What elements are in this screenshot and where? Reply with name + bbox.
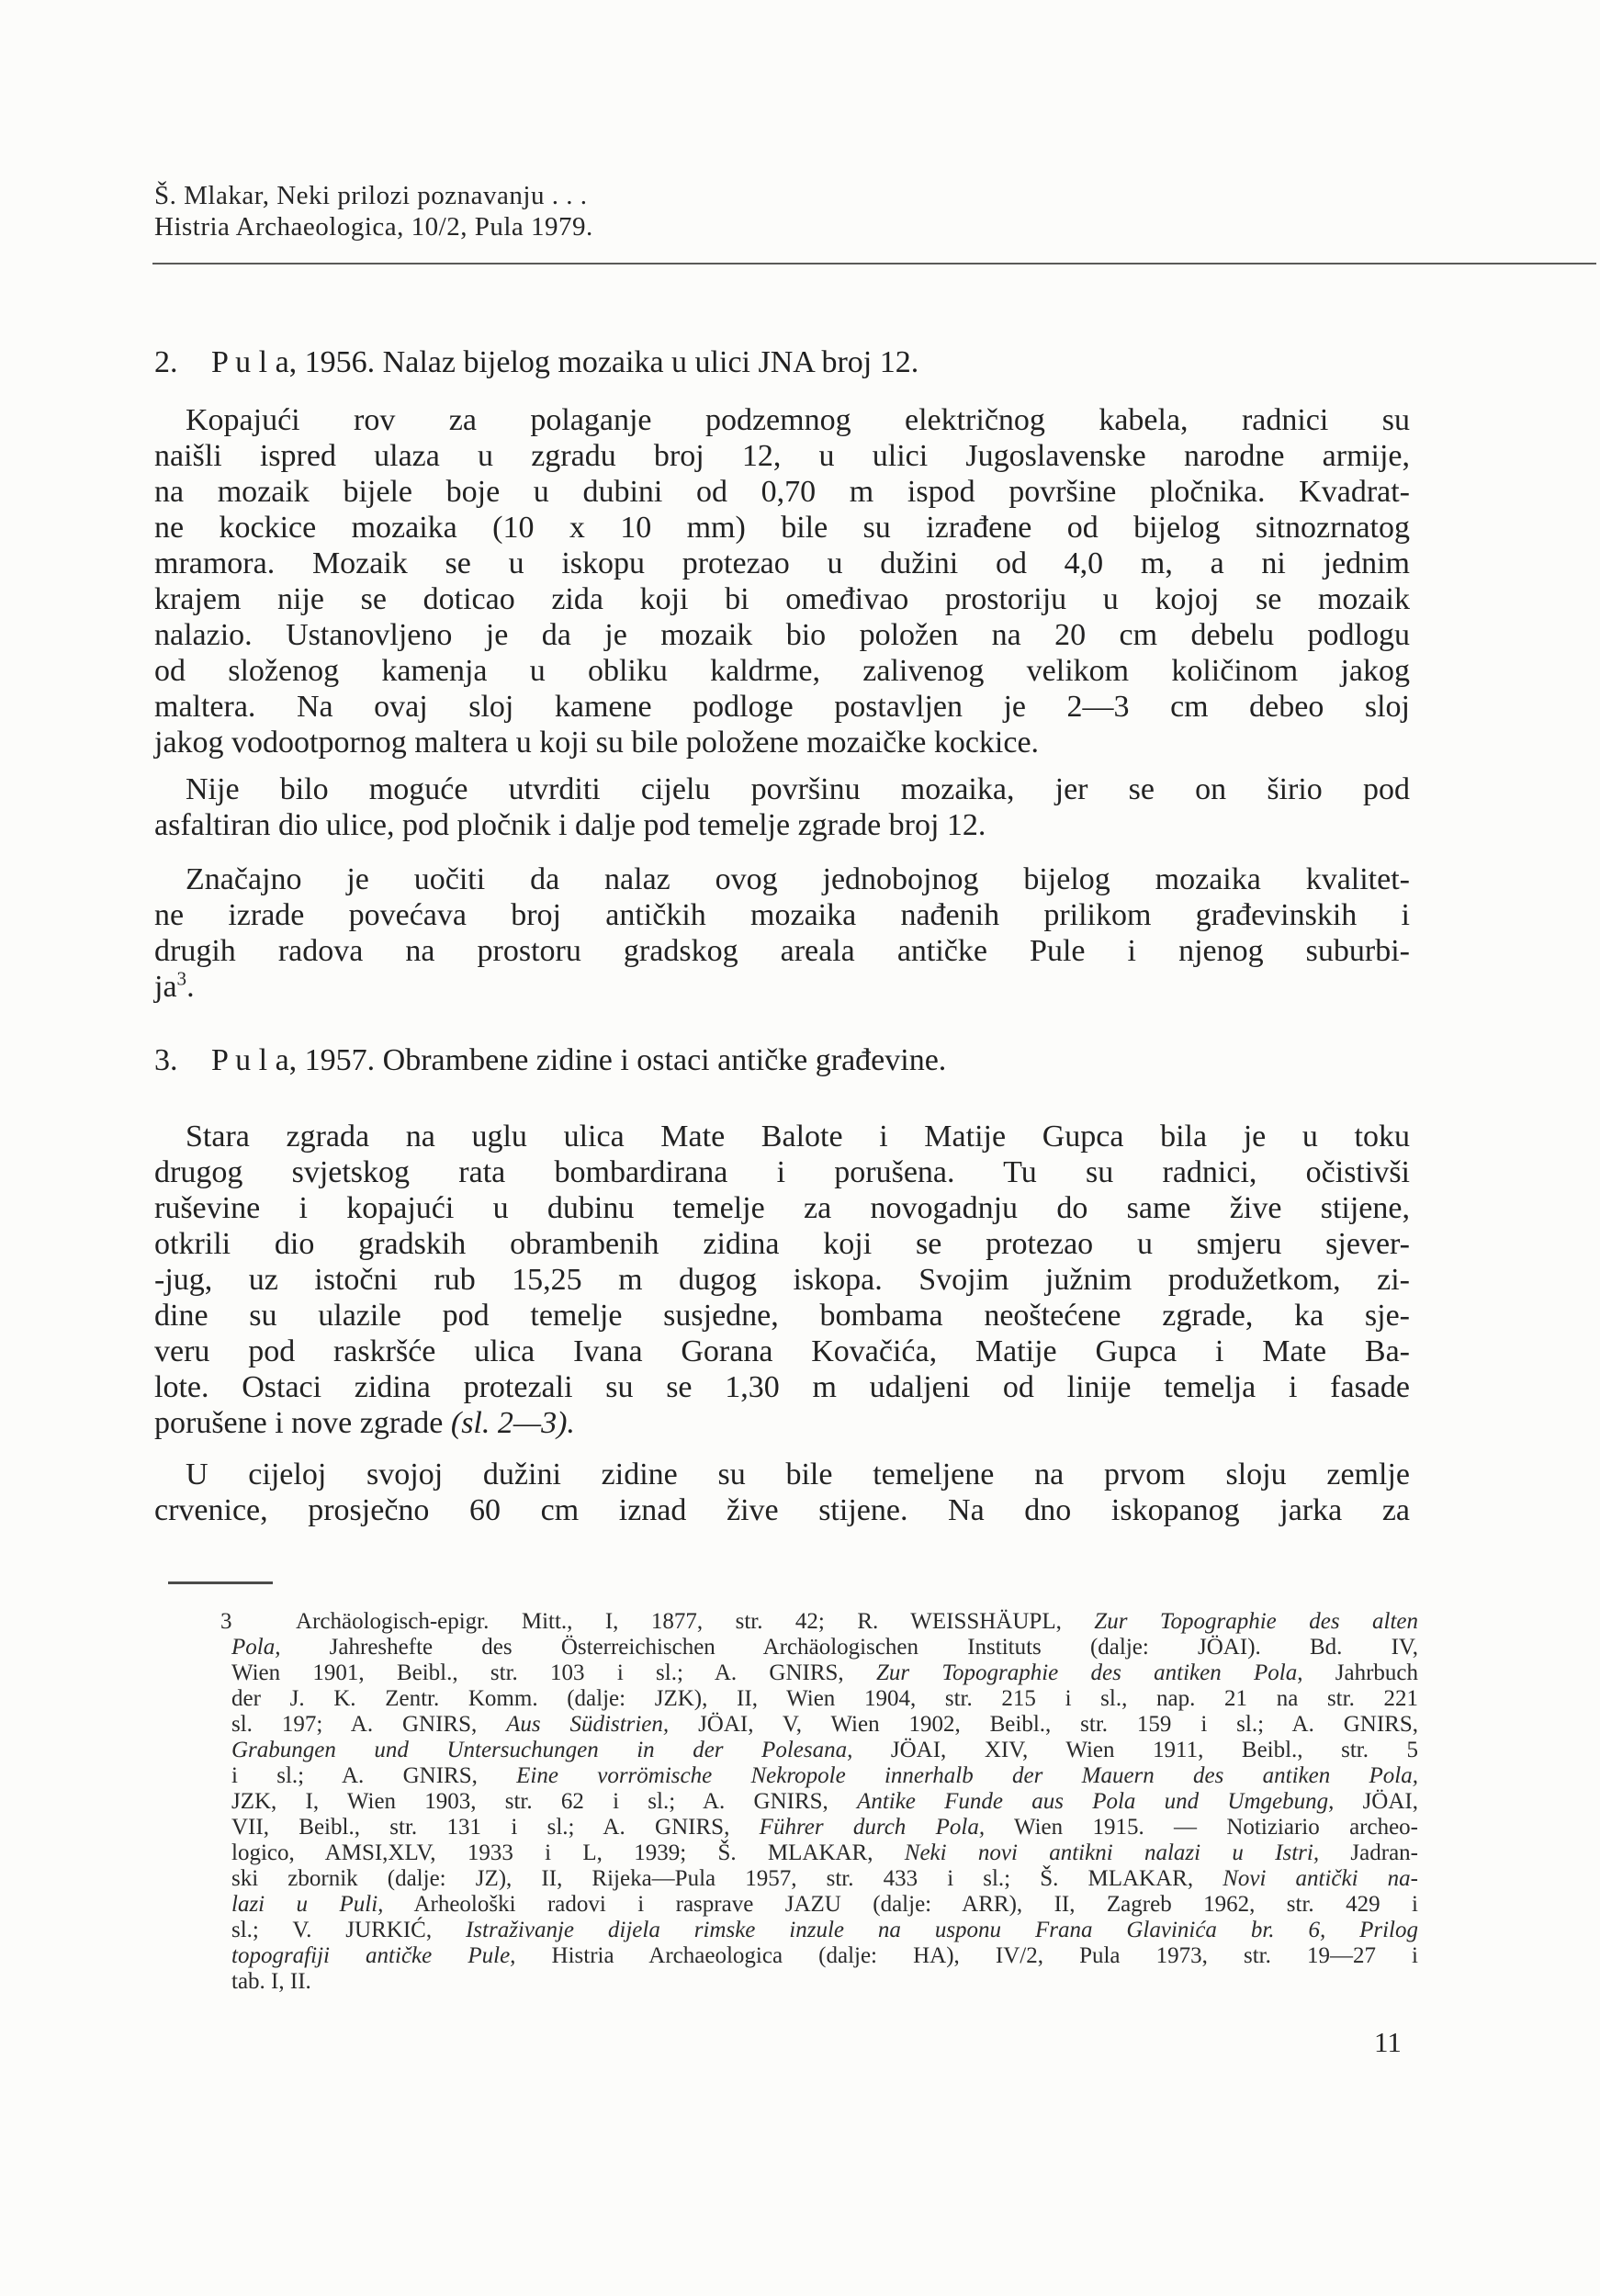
text-line [154,725,1410,760]
text-run: crvenice, prosječno 60 cm iznad žive stijene. Na dno iskopanog jarka za [154,1493,1410,1527]
section-2-number: 2. [154,345,178,379]
text-line [231,1918,1418,1943]
section-2-heading [154,345,918,380]
text-run: Nije bilo moguće utvrditi cijelu površinu mozaika, jer se on širio pod [186,772,1410,806]
text-run: Histria Archaeologica (dalje: HA), IV/2, Pula 1973, str. 19—27 i [515,1943,1419,1968]
italic-text-run: Antike Funde aus Pola und Umgebung, [857,1789,1335,1814]
text-run: jakog vodootpornog maltera u koji su bile položene mozaičke kockice. [154,726,1040,760]
text-run: ski zbornik (dalje: JZ), II, Rijeka—Pula 1957, str. 433 i sl.; Š. MLAKAR, [231,1866,1223,1891]
text-run: i sl.; A. GNIRS, [231,1763,517,1788]
text-line [231,1660,1418,1686]
section-3-paragraph-1 [154,1119,1410,1441]
section-3-paragraph-2 [154,1457,1410,1528]
italic-text-run: Aus Südistrien, [506,1712,670,1737]
text-run: JÖAI, [1334,1789,1418,1814]
text-run: ja [154,970,177,1004]
text-run: asfaltiran dio ulice, pod pločnik i dalje pod temelje zgrade broj 12. [154,808,986,842]
section-3-heading [154,1043,946,1078]
text-line [154,1190,1410,1226]
text-run: Wien 1915. — Notiziario archeo- [985,1815,1419,1840]
text-line [231,1763,1418,1789]
text-line [154,1405,1410,1441]
italic-text-run: Führer durch Pola, [759,1815,986,1840]
text-line [154,1334,1410,1369]
text-line [154,1492,1410,1528]
text-line [231,1866,1418,1892]
text-line [231,1943,1418,1969]
section-2-paragraph-3 [154,861,1410,1005]
text-run: ne izrade povećava broj antičkih mozaika nađenih prilikom građevinskih i [154,898,1410,932]
section-2-title: P u l a, 1956. Nalaz bijelog mozaika u ulici JNA broj 12. [211,345,919,379]
text-run: Wien 1901, Beibl., str. 103 i sl.; A. GNIRS, [231,1660,876,1685]
section-3-title: P u l a, 1957. Obrambene zidine i ostaci antičke građevine. [211,1043,947,1077]
text-run: otkrili dio gradskih obrambenih zidina koji se protezao u smjeru sjever- [154,1227,1410,1261]
page-number: 11 [1374,2026,1402,2058]
text-run: lote. Ostaci zidina protezali su se 1,30 m udaljeni od linije temelja i fasade [154,1370,1410,1404]
text-line [154,1298,1410,1334]
text-run: drugog svjetskog rata bombardirana i porušena. Tu su radnici, očistivši [154,1155,1410,1189]
text-run: sl. 197; A. GNIRS, [231,1712,507,1737]
header-rule [152,263,1596,264]
text-line [154,1119,1410,1154]
text-run: U cijeloj svojoj dužini zidine su bile temeljene na prvom sloju zemlje [186,1458,1410,1491]
text-run: porušene i nove zgrade [154,1406,451,1440]
text-run: drugih radova na prostoru gradskog areala antičke Pule i njenog suburbi- [154,934,1410,968]
text-run: od složenog kamenja u obliku kaldrme, zalivenog velikom količinom jakog [154,654,1410,688]
text-run: ruševine i kopajući u dubinu temelje za novogadnju do same žive stijene, [154,1191,1410,1225]
text-run: Jahrbuch [1302,1660,1418,1685]
italic-text-run: Zur Topographie des antiken Pola, [875,1660,1303,1685]
text-run: . [186,970,195,1004]
text-line [154,1262,1410,1298]
text-run: ne kockice mozaika (10 x 10 mm) bile su izrađene od bijelog sitnozrnatog [154,511,1410,545]
running-header [154,180,593,242]
italic-text-run: Zur Topographie des alten [1094,1609,1418,1634]
section-2-paragraph-1 [154,402,1410,760]
text-line [231,1892,1418,1918]
text-run: der J. K. Zentr. Komm. (dalje: JZK), II, Wien 1904, str. 215 i sl., nap. 21 na str. 221 [231,1686,1418,1711]
text-run: Stara zgrada na uglu ulica Mate Balote i Matije Gupca bila je u toku [186,1120,1410,1154]
text-run: -jug, uz istočni rub 15,25 m dugog iskopa. Svojim južnim produžetkom, zi- [154,1263,1410,1297]
text-line [154,653,1410,689]
italic-text-run: Eine vorrömische Nekropole innerhalb der Mauern des antiken Pola, [516,1763,1418,1788]
text-run: logico, AMSI,XLV, 1933 i L, 1939; Š. MLAKAR, [231,1840,905,1865]
text-line [231,1815,1418,1840]
text-line [154,1369,1410,1405]
italic-text-run: topografiji antičke Pule, [231,1943,516,1968]
text-run: naišli ispred ulaza u zgradu broj 12, u ulici Jugoslavenske narodne armije, [154,439,1410,473]
text-line [154,1226,1410,1262]
text-line [231,1969,1418,1995]
text-run: dine su ulazile pod temelje susjedne, bombama neoštećene zgrade, ka sje- [154,1299,1410,1333]
footnote-separator-rule [168,1581,273,1584]
text-line [231,1789,1418,1815]
text-line [154,1457,1410,1492]
footnote-3 [220,1609,1419,1995]
text-run: maltera. Na ovaj sloj kamene podloge postavljen je 2—3 cm debeo sloj [154,690,1410,724]
text-run: 3 Archäologisch-epigr. Mitt., I, 1877, str. 42; R. WEISSHÄUPL, [220,1609,1095,1634]
text-run: mramora. Mozaik se u iskopu protezao u dužini od 4,0 m, a ni jednim [154,546,1410,580]
text-line [154,617,1410,653]
text-run: veru pod raskršće ulica Ivana Gorana Kovačića, Matije Gupca i Mate Ba- [154,1334,1410,1368]
text-run: krajem nije se doticao zida koji bi omeđivao prostoriju u kojoj se mozaik [154,582,1410,616]
italic-text-run: Novi antički na- [1223,1866,1418,1891]
text-run: Jadran- [1319,1840,1418,1865]
italic-text-run: Istraživanje dijela rimske inzule na usponu Frana Glavinića br. 6, Prilog [465,1918,1418,1942]
text-line [154,438,1410,474]
text-run: Jahreshefte des Österreichischen Archäologischen Instituts (dalje: JÖAI). Bd. IV, [280,1635,1418,1660]
header-author-line: Š. Mlakar, Neki prilozi poznavanju . . . [154,181,588,210]
italic-text-run: (sl. 2—3). [450,1406,575,1440]
text-line [154,1154,1410,1190]
header-journal-line: Histria Archaeologica, 10/2, Pula 1979. [154,212,593,242]
text-run: JZK, I, Wien 1903, str. 62 i sl.; A. GNIRS, [231,1789,858,1814]
text-line [220,1609,1418,1635]
text-run: tab. I, II. [231,1969,311,1994]
text-line [154,897,1410,933]
text-line [231,1738,1418,1763]
text-run: Značajno je uočiti da nalaz ovog jednobojnog bijelog mozaika kvalitet- [186,862,1410,896]
italic-text-run: Neki novi antikni nalazi u Istri, [904,1840,1320,1865]
text-line [231,1686,1418,1712]
text-run: JÖAI, V, Wien 1902, Beibl., str. 159 i sl.; A. GNIRS, [669,1712,1418,1737]
text-line [231,1840,1418,1866]
text-line [154,771,1410,807]
text-line [154,969,1410,1005]
text-run: sl.; V. JURKIĆ, [231,1918,466,1942]
superscript-footnote-ref: 3 [176,967,187,990]
text-line [154,581,1410,617]
text-line [154,861,1410,897]
text-line [154,807,1410,843]
text-line [154,474,1410,510]
text-line [231,1712,1418,1738]
text-line [154,510,1410,546]
text-line [231,1635,1418,1660]
italic-text-run: Grabungen und Untersuchungen in der Polesana, [231,1738,853,1762]
text-line [154,933,1410,969]
text-run: JÖAI, XIV, Wien 1911, Beibl., str. 5 [852,1738,1418,1762]
italic-text-run: Pola, [231,1635,281,1660]
text-line [154,402,1410,438]
text-run: Kopajući rov za polaganje podzemnog električnog kabela, radnici su [186,403,1410,437]
text-line [154,546,1410,581]
section-2-paragraph-2 [154,771,1410,843]
text-run: na mozaik bijele boje u dubini od 0,70 m ispod površine pločnika. Kvadrat- [154,475,1410,509]
italic-text-run: lazi u Puli, [231,1892,384,1917]
section-3-number: 3. [154,1043,178,1077]
text-run: VII, Beibl., str. 131 i sl.; A. GNIRS, [231,1815,760,1840]
text-run: Arheološki radovi i rasprave JAZU (dalje: ARR), II, Zagreb 1962, str. 429 i [383,1892,1418,1917]
text-run: nalazio. Ustanovljeno je da je mozaik bio položen na 20 cm debelu podlogu [154,618,1410,652]
text-line [154,689,1410,725]
